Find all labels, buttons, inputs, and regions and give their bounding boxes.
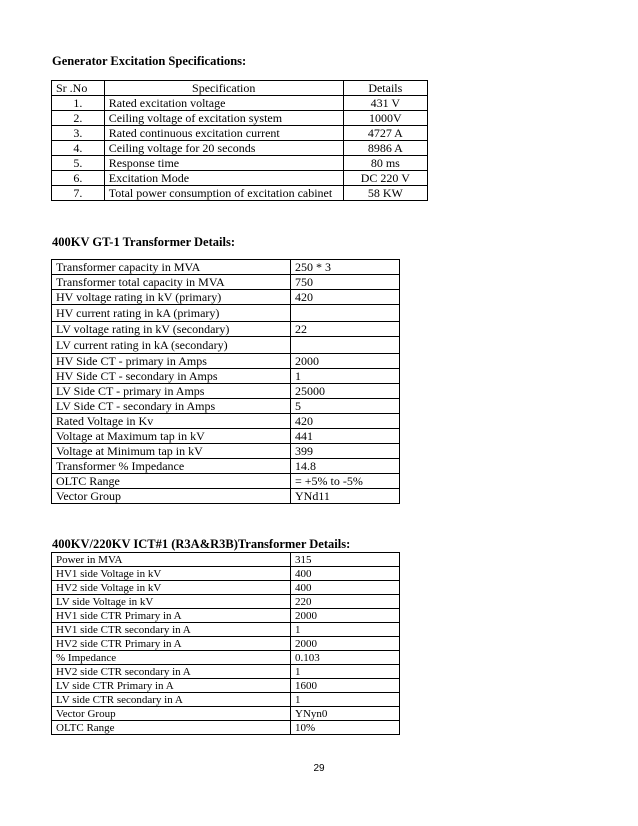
parameter-cell: LV side CTR secondary in A — [52, 693, 291, 707]
table-row — [52, 567, 400, 581]
specification-cell: Ceiling voltage for 20 seconds — [104, 141, 343, 156]
table-row — [52, 369, 400, 384]
sr-no-cell: 5. — [52, 156, 105, 171]
parameter-cell: Voltage at Maximum tap in kV — [52, 429, 291, 444]
parameter-cell: HV2 side CTR Primary in A — [52, 637, 291, 651]
value-cell — [291, 305, 400, 322]
parameter-cell: HV Side CT - primary in Amps — [52, 354, 291, 369]
details-cell: 80 ms — [343, 156, 427, 171]
parameter-cell: HV2 side CTR secondary in A — [52, 665, 291, 679]
parameter-cell: Transformer total capacity in MVA — [52, 275, 291, 290]
table-row — [52, 429, 400, 444]
value-cell: 2000 — [291, 637, 400, 651]
parameter-cell: HV1 side CTR secondary in A — [52, 623, 291, 637]
parameter-cell: HV2 side Voltage in kV — [52, 581, 291, 595]
table-row — [52, 156, 428, 171]
ict1-transformer-table — [51, 552, 400, 735]
details-cell: 8986 A — [343, 141, 427, 156]
value-cell: 2000 — [291, 609, 400, 623]
header-sr-no: Sr .No — [52, 81, 105, 96]
section2-title: 400KV GT-1 Transformer Details: — [52, 235, 235, 249]
value-cell — [291, 337, 400, 354]
parameter-cell: LV side Voltage in kV — [52, 595, 291, 609]
value-cell: 1600 — [291, 679, 400, 693]
value-cell: 400 — [291, 581, 400, 595]
table-row — [52, 414, 400, 429]
value-cell: 315 — [291, 553, 400, 567]
table-row — [52, 581, 400, 595]
table-row — [52, 305, 400, 322]
value-cell: 2000 — [291, 354, 400, 369]
parameter-cell: Transformer capacity in MVA — [52, 260, 291, 275]
table-row — [52, 444, 400, 459]
table-row — [52, 141, 428, 156]
table-row — [52, 126, 428, 141]
parameter-cell: LV Side CT - secondary in Amps — [52, 399, 291, 414]
value-cell: 250 * 3 — [291, 260, 400, 275]
table-row — [52, 721, 400, 735]
value-cell: 14.8 — [291, 459, 400, 474]
parameter-cell: Vector Group — [52, 707, 291, 721]
table-row — [52, 171, 428, 186]
table-row — [52, 290, 400, 305]
details-cell: 431 V — [343, 96, 427, 111]
details-cell: 1000V — [343, 111, 427, 126]
section1-title: Generator Excitation Specifications: — [52, 54, 247, 68]
table-row — [52, 679, 400, 693]
value-cell: 220 — [291, 595, 400, 609]
sr-no-cell: 3. — [52, 126, 105, 141]
parameter-cell: HV current rating in kA (primary) — [52, 305, 291, 322]
table-row — [52, 186, 428, 201]
table-row — [52, 275, 400, 290]
table-row — [52, 354, 400, 369]
specification-cell: Ceiling voltage of excitation system — [104, 111, 343, 126]
value-cell: = +5% to -5% — [291, 474, 400, 489]
parameter-cell: % Impedance — [52, 651, 291, 665]
parameter-cell: Vector Group — [52, 489, 291, 504]
table-row — [52, 553, 400, 567]
specification-cell: Response time — [104, 156, 343, 171]
value-cell: 1 — [291, 623, 400, 637]
value-cell: 22 — [291, 322, 400, 337]
sr-no-cell: 1. — [52, 96, 105, 111]
sr-no-cell: 2. — [52, 111, 105, 126]
value-cell: 420 — [291, 290, 400, 305]
value-cell: 399 — [291, 444, 400, 459]
value-cell: 420 — [291, 414, 400, 429]
parameter-cell: Voltage at Minimum tap in kV — [52, 444, 291, 459]
parameter-cell: HV1 side CTR Primary in A — [52, 609, 291, 623]
value-cell: 750 — [291, 275, 400, 290]
details-cell: DC 220 V — [343, 171, 427, 186]
parameter-cell: OLTC Range — [52, 721, 291, 735]
parameter-cell: HV voltage rating in kV (primary) — [52, 290, 291, 305]
table-row — [52, 337, 400, 354]
parameter-cell: HV Side CT - secondary in Amps — [52, 369, 291, 384]
sr-no-cell: 7. — [52, 186, 105, 201]
table-row — [52, 459, 400, 474]
table-row — [52, 637, 400, 651]
table-row — [52, 260, 400, 275]
parameter-cell: LV current rating in kA (secondary) — [52, 337, 291, 354]
excitation-spec-table — [51, 80, 428, 201]
specification-cell: Excitation Mode — [104, 171, 343, 186]
table-row — [52, 489, 400, 504]
sr-no-cell: 6. — [52, 171, 105, 186]
specification-cell: Rated excitation voltage — [104, 96, 343, 111]
section3-title: 400KV/220KV ICT#1 (R3A&R3B)Transformer Details: — [52, 537, 351, 551]
value-cell: 400 — [291, 567, 400, 581]
parameter-cell: Transformer % Impedance — [52, 459, 291, 474]
parameter-cell: LV side CTR Primary in A — [52, 679, 291, 693]
gt1-transformer-table — [51, 259, 400, 504]
table-row — [52, 651, 400, 665]
table-row — [52, 399, 400, 414]
sr-no-cell: 4. — [52, 141, 105, 156]
table-row — [52, 96, 428, 111]
parameter-cell: Rated Voltage in Kv — [52, 414, 291, 429]
parameter-cell: LV Side CT - primary in Amps — [52, 384, 291, 399]
value-cell: 1 — [291, 665, 400, 679]
table-row — [52, 474, 400, 489]
value-cell: 0.103 — [291, 651, 400, 665]
table-row — [52, 595, 400, 609]
value-cell: 25000 — [291, 384, 400, 399]
table-row — [52, 384, 400, 399]
value-cell: 10% — [291, 721, 400, 735]
specification-cell: Rated continuous excitation current — [104, 126, 343, 141]
header-details: Details — [343, 81, 427, 96]
table-row — [52, 707, 400, 721]
header-specification: Specification — [104, 81, 343, 96]
page-number: 29 — [313, 763, 325, 774]
table-row — [52, 665, 400, 679]
value-cell: 441 — [291, 429, 400, 444]
table-row — [52, 609, 400, 623]
parameter-cell: Power in MVA — [52, 553, 291, 567]
value-cell: YNd11 — [291, 489, 400, 504]
table-row — [52, 111, 428, 126]
value-cell: 5 — [291, 399, 400, 414]
specification-cell: Total power consumption of excitation cabinet — [104, 186, 343, 201]
table-header-row — [52, 81, 428, 96]
parameter-cell: OLTC Range — [52, 474, 291, 489]
value-cell: 1 — [291, 369, 400, 384]
table-row — [52, 693, 400, 707]
value-cell: YNyn0 — [291, 707, 400, 721]
value-cell: 1 — [291, 693, 400, 707]
table-row — [52, 623, 400, 637]
table-row — [52, 322, 400, 337]
parameter-cell: LV voltage rating in kV (secondary) — [52, 322, 291, 337]
details-cell: 4727 A — [343, 126, 427, 141]
details-cell: 58 KW — [343, 186, 427, 201]
parameter-cell: HV1 side Voltage in kV — [52, 567, 291, 581]
